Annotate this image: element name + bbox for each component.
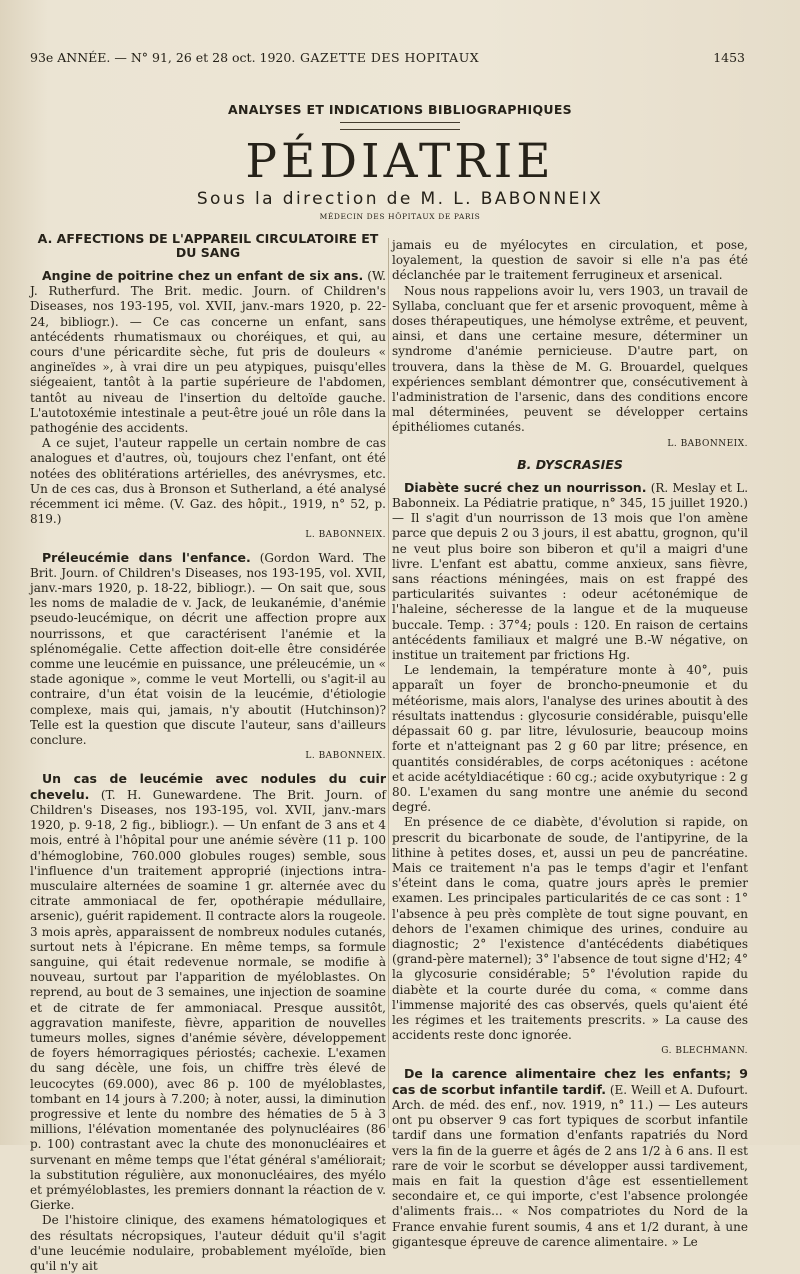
article-body: (W. J. Rutherfurd. The Brit. medic. Journ. of Children's Diseases, nos 193-195, vol. XVII, janv.-mars 1920, p. 22-24, bibliogr.). — Ce cas concerne un enfant, sans antécédents rhumatismaux ou choréiques, et qui, au cours d'une péricardite sèche, fut pris de douleurs « angineïdes », à vrai dire un peu atypiques, puisqu'elles siégeaient, tantôt à la partie supérieure de l'abdomen, tantôt au niveau de l'insertion du deltoïde gauche. L'autotoxémie intestinale a peut-être joué un rôle dans la pathogénie des accidents.: [30, 269, 386, 436]
running-header: [30, 50, 745, 68]
section-heading-a: A. AFFECTIONS DE L'APPAREIL CIRCULATOIRE ET DU SANG: [37, 231, 379, 260]
article-title: De la carence alimentaire chez les enfants; 9 cas de scorbut infantile tardif.: [392, 1065, 748, 1097]
section-title: ANALYSES ET INDICATIONS BIBLIOGRAPHIQUES: [228, 102, 572, 117]
article-body: (E. Weill et A. Dufourt. Arch. de méd. des enf., nov. 1919, n° 11.) — Les auteurs ont pu observer 9 cas fort typiques de scorbut infantile tardif dans une formation d'enfants rapatriés du Nord vers la fin de la guerre et âgés de 2 ans 1/2 à 6 ans. Il est rare de voir le scorbut se développer aussi tardivement, mais en fait la question d'âge est essentiellement secondaire et, ce qui importe, c'est l'absence prolongée d'aliments frais... « Nos compatriotes du Nord de la France envahie furent soumis, 4 ans et 1/2 durant, à une gigantesque épreuve de carence alimentaire. » Le: [392, 1082, 748, 1249]
issue-info: 93e ANNÉE. — N° 91, 26 et 28 oct. 1920.: [30, 50, 296, 65]
page-number: 1453: [713, 50, 745, 65]
left-column: [30, 232, 386, 1274]
column-divider: [388, 238, 389, 1128]
main-title: PÉDIATRIE: [245, 134, 555, 189]
right-column: [392, 238, 748, 1250]
section-heading-b: B. DYSCRASIES: [517, 456, 623, 472]
article-paragraph: A ce sujet, l'auteur rappelle un certain nombre de cas analogues et d'autres, où, toujours chez l'enfant, ont été notées des oblitérations artérielles, des anévrysmes, etc. Un de ces cas, dus à Bronson et Sutherland, a été analysé récemment ici même. (V. Gaz. des hôpit., 1919, n° 52, p. 819.): [30, 436, 386, 527]
article-paragraph: De l'histoire clinique, des examens hématologiques et des résultats nécropsiques, l'auteur déduit qu'il s'agit d'une leucémie nodulaire, probablement myéloïde, bien qu'il n'y ait: [30, 1213, 386, 1273]
editor-line: Sous la direction de M. L. BABONNEIX: [196, 189, 604, 209]
journal-name: GAZETTE DES HOPITAUX: [300, 50, 480, 65]
article-angine: [30, 268, 386, 436]
article-body: (Gordon Ward. The Brit. Journ. of Children's Diseases, nos 193-195, vol. XVII, janv.-mars 1920, p. 18-22, bibliogr.). — On sait que, sous les noms de maladie de v. Jack, de leukanémie, d'anémie pseudo-leucémique, on décrit une affection propre aux nourrissons, et que caractérisent l'anémie et la splénomégalie. Cette affection doit-elle être considérée comme une leucémie en puissance, une préleucémie, un « stade agonique », comme le veut Mortelli, ou s'agit-il au contraire, d'un état voisin de la leucémie, d'étiologie complexe, mais qui, jamais, n'y aboutit (Hutchinson)? Telle est la question que discute l'auteur, sans d'ailleurs conclure.: [30, 550, 386, 748]
article-body: (R. Meslay et L. Babonneix. La Pédiatrie pratique, n° 345, 15 juillet 1920.) — Il s'agit d'un nourrisson de 13 mois que l'on amène parce que depuis 2 ou 3 jours, il est abattu, grognon, qu'il ne veut plus boire son biberon et qu'il a maigri d'une livre. L'enfant est abattu, comme anxieux, sans fièvre, sans réactions méningées, mais on est frappé des particularités suivantes : odeur acétonémique de l'haleine, sécheresse de la langue et de la muqueuse buccale. Temp. : 37°4; pouls : 120. En raison de certains antécédents familiaux et malgré une B.-W négative, on institue un traitement par frictions Hg.: [392, 480, 749, 663]
article-body: (T. H. Gunewardene. The Brit. Journ. of Children's Diseases, nos 193-195, vol. XVII, janv.-mars 1920, p. 9-18, 2 fig., bibliogr.). — Un enfant de 3 ans et 4 mois, entré à l'hôpital pour une anémie sévère (11 p. 100 d'hémoglobine, 760.000 globules rouges) semble, sous l'influence d'un traitement approprié (injections intra-musculaire alternées de soamine 1 gr. alternée avec du citrate ammoniacal de fer, opothérapie médullaire, arsenic), guérit rapidement. Il contracte alors la rougeole. 3 mois après, apparaissent de nombreux nodules cutanés, surtout nets à l'épicrane. En même temps, sa formule sanguine, qui était redevenue normale, se modifie à nouveau, surtout par l'apparition de myéloblastes. On reprend, au bout de 3 semaines, une injection de soamine et de citrate de fer ammoniacal. Presque aussitôt, aggravation manifeste, fièvre, apparition de nouvelles tumeurs molles, signes d'anémie sévère, développement de foyers hémorragiques périostés; cachexie. L'examen du sang décèle, une fois, un chiffre très élevé de leucocytes (69.000), avec 86 p. 100 de myéloblastes, tombant en 14 jours à 7.200; à noter, aussi, la diminution progressive et lente du nombre des hématies de 5 à 3 millions, l'élévation momentanée des polynucléaires (86 p. 100) contrastant avec la chute des mononucléaires et survenant en même temps que l'état général s'améliorait; la substitution régulière, aux mononucléaires, des myélo et prémyéloblastes, les premiers donnant la réaction de v. Gierke.: [30, 787, 386, 1213]
article-paragraph: En présence de ce diabète, d'évolution si rapide, on prescrit du bicarbonate de soude, de l'antipyrine, de la lithine à petites doses, et, aussi un peu de pancréatine. Mais ce traitement n'a pas le temps d'agir et l'enfant s'éteint dans le coma, quatre jours après le premier examen. Les principales particularités de ce cas sont : 1° l'absence à peu près complète de tout signe pouvant, en dehors de l'examen chimique des urines, conduire au diagnostic; 2° l'existence d'antécédents diabétiques (grand-père maternel); 3° l'absence de tout signe d'H2; 4° la glycosurie considérable; 5° l'évolution rapide du diabète et la courte durée du coma, « comme dans l'immense majorité des cas observés, quels qu'aient été les régimes et les traitements prescrits. » La cause des accidents reste donc ignorée.: [392, 815, 748, 1043]
article-title: Diabète sucré chez un nourrisson.: [404, 479, 647, 495]
article-signature: L. BABONNEIX.: [305, 751, 386, 762]
article-diabete: [392, 480, 748, 663]
article-carence: [392, 1066, 748, 1250]
article-title: Un cas de leucémie avec nodules du cuir chevelu.: [30, 770, 386, 802]
article-preleucemie: [30, 550, 386, 749]
editor-subtitle: MÉDECIN DES HÔPITAUX DE PARIS: [319, 212, 481, 221]
continued-paragraph: jamais eu de myélocytes en circulation, et pose, loyalement, la question de savoir si elle n'a pas été déclanchée par le traitement ferrugineux et arsenical.: [392, 238, 748, 283]
article-signature: L. BABONNEIX.: [305, 530, 386, 541]
article-leucemie: [30, 771, 386, 1214]
article-signature: L. BABONNEIX.: [667, 438, 748, 449]
article-title: Préleucémie dans l'enfance.: [42, 549, 251, 565]
article-paragraph: Le lendemain, la température monte à 40°, puis apparaît un foyer de broncho-pneumonie et du météorisme, mais alors, l'analyse des urines aboutit à des résultats inattendus : glycosurie considérable, puisqu'elle dépassait 60 g. par litre, lévulosurie, beaucoup moins forte et n'atteignant pas 2 g 60 par litre; présence, en quantités considérables, de corps acétoniques : acétone et acide acétyldiacétique : 60 cg.; acide oxybutyrique : 2 g 80. L'examen du sang montre une anémie du second degré.: [392, 663, 748, 815]
article-signature: G. BLECHMANN.: [661, 1046, 748, 1057]
title-ornament: [340, 122, 460, 130]
article-title: Angine de poitrine chez un enfant de six ans.: [42, 268, 364, 283]
article-paragraph: Nous nous rappelions avoir lu, vers 1903, un travail de Syllaba, concluant que fer et arsenic provoquent, même à doses thérapeutiques, une hémolyse extrême, et peuvent, ainsi, et dans une certaine mesure, déterminer un syndrome d'anémie pernicieuse. D'autre part, on trouvera, dans la thèse de M. G. Brouardel, quelques expériences semblant démontrer que, consécutivement à l'administration de l'arsenic, dans des conditions encore mal déterminées, peuvent se développer certains épithéliomes cutanés.: [392, 283, 748, 435]
